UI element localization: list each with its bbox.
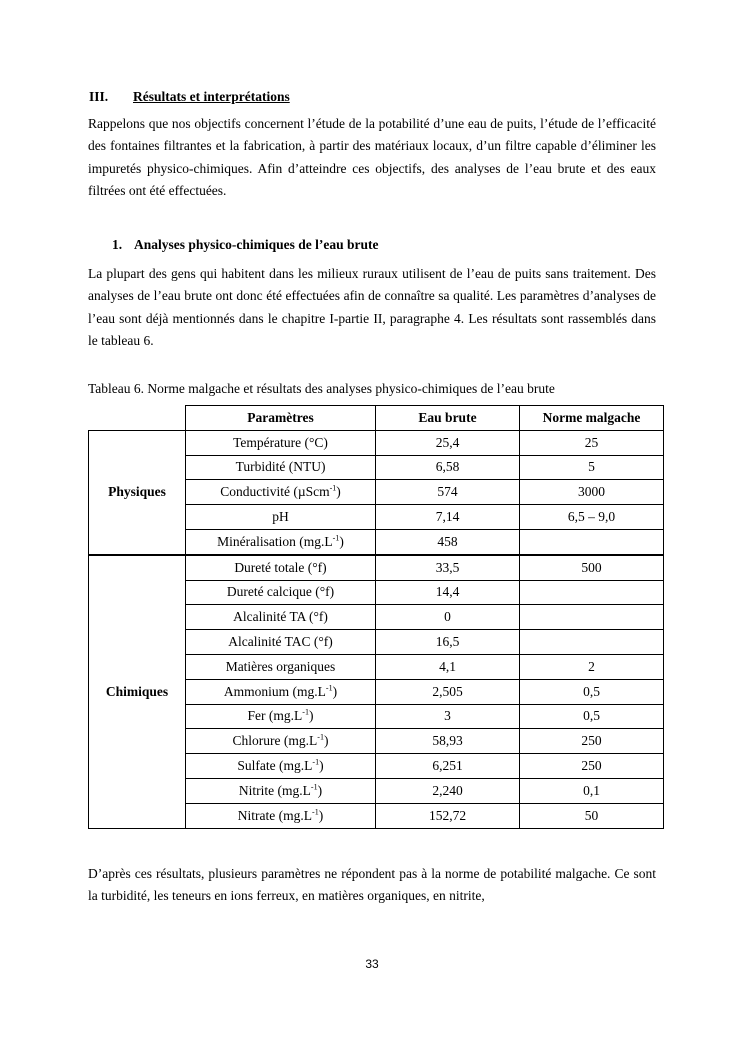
eau-brute-value: 4,1	[376, 654, 520, 679]
parameter-name: Alcalinité TAC (°f)	[228, 634, 333, 650]
parameter-name: Minéralisation (mg.L	[217, 533, 333, 549]
parameter-name: Conductivité (µScm	[220, 484, 330, 500]
eau-brute-value: 458	[376, 529, 520, 554]
norme-value	[520, 605, 664, 630]
table-body	[89, 430, 664, 828]
parameter-suffix: )	[336, 484, 341, 500]
eau-brute-value: 2,240	[376, 778, 520, 803]
subsection-heading	[112, 237, 379, 253]
norme-value: 0,5	[520, 704, 664, 729]
subsection-number: 1.	[112, 237, 123, 252]
norme-value: 6,5 – 9,0	[520, 505, 664, 530]
eau-brute-value: 2,505	[376, 679, 520, 704]
parameter-cell	[186, 480, 376, 505]
parameter-name: Sulfate (mg.L	[237, 758, 313, 774]
parameter-cell	[186, 555, 376, 580]
norme-value	[520, 630, 664, 655]
group-label: Chimiques	[89, 555, 186, 828]
results-table	[88, 405, 664, 829]
parameter-exponent: -1	[312, 807, 319, 817]
parameter-cell	[186, 704, 376, 729]
norme-value: 5	[520, 455, 664, 480]
page-number: 33	[365, 957, 379, 971]
group-label: Physiques	[89, 430, 186, 554]
parameter-exponent: -1	[332, 533, 340, 543]
parameter-suffix: )	[332, 683, 338, 699]
norme-value: 25	[520, 430, 664, 455]
norme-value	[520, 580, 664, 605]
table-corner-cell	[89, 406, 186, 431]
parameter-name: Fer (mg.L	[247, 708, 303, 724]
parameter-cell	[186, 630, 376, 655]
norme-value	[520, 529, 664, 554]
eau-brute-value: 14,4	[376, 580, 520, 605]
eau-brute-value: 0	[376, 605, 520, 630]
norme-value: 250	[520, 754, 664, 779]
parameter-cell	[186, 654, 376, 679]
subsection-paragraph: La plupart des gens qui habitent dans les milieux ruraux utilisent de l’eau de puits sans traitement. Des analyses de l’eau brute ont donc été effectuées afin de connaître sa qualité. Les paramètres d’analyses de l’eau sont déjà mentionnés dans le chapitre I-partie II, paragraphe 4. Les résultats sont rassemblés dans le tableau 6.	[88, 266, 656, 349]
parameter-exponent: -1	[329, 483, 337, 493]
table-header-row	[89, 406, 664, 431]
table-caption: Tableau 6. Norme malgache et résultats des analyses physico-chimiques de l’eau brute	[88, 381, 555, 396]
norme-value: 2	[520, 654, 664, 679]
parameter-suffix: )	[319, 758, 324, 774]
parameter-name: Dureté calcique (°f)	[226, 584, 335, 600]
parameter-name: Alcalinité TA (°f)	[233, 609, 328, 625]
eau-brute-value: 574	[376, 480, 520, 505]
eau-brute-value: 7,14	[376, 505, 520, 530]
header-eau-brute: Eau brute	[376, 406, 520, 431]
section-number: III.	[89, 89, 109, 104]
parameter-cell	[186, 679, 376, 704]
parameter-name: Chlorure (mg.L	[232, 733, 318, 749]
table-row	[89, 555, 664, 580]
norme-value: 500	[520, 555, 664, 580]
table-row	[89, 430, 664, 455]
parameter-name: Turbidité (NTU)	[235, 459, 326, 475]
parameter-cell	[186, 605, 376, 630]
parameter-cell	[186, 778, 376, 803]
header-norme-malgache: Norme malgache	[520, 406, 664, 431]
parameter-name: Nitrate (mg.L	[237, 807, 313, 823]
parameter-exponent: -1	[310, 782, 318, 792]
eau-brute-value: 16,5	[376, 630, 520, 655]
parameter-suffix: )	[323, 733, 329, 749]
parameter-cell	[186, 803, 376, 828]
eau-brute-value: 6,251	[376, 754, 520, 779]
norme-value: 250	[520, 729, 664, 754]
parameter-suffix: )	[318, 807, 324, 823]
parameter-cell	[186, 430, 376, 455]
eau-brute-value: 6,58	[376, 455, 520, 480]
parameter-cell	[186, 754, 376, 779]
parameter-cell	[186, 505, 376, 530]
parameter-exponent: -1	[302, 707, 309, 717]
parameter-cell	[186, 455, 376, 480]
parameter-exponent: -1	[325, 683, 333, 693]
parameter-exponent: -1	[317, 732, 324, 742]
parameter-name: Matières organiques	[225, 658, 336, 674]
parameter-cell	[186, 729, 376, 754]
norme-value: 3000	[520, 480, 664, 505]
eau-brute-value: 58,93	[376, 729, 520, 754]
norme-value: 0,1	[520, 778, 664, 803]
parameter-name: Nitrite (mg.L	[238, 782, 311, 798]
eau-brute-value: 3	[376, 704, 520, 729]
header-parametres: Paramètres	[186, 406, 376, 431]
eau-brute-value: 25,4	[376, 430, 520, 455]
parameter-cell	[186, 580, 376, 605]
parameter-cell	[186, 529, 376, 554]
intro-paragraph: Rappelons que nos objectifs concernent l’étude de la potabilité d’une eau de puits, l’étude de l’efficacité des fontaines filtrantes et la fabrication, à partir des matériaux locaux, d’un filtre capable d’éliminer les impuretés physico-chimiques. Afin d’atteindre ces objectifs, des analyses de l’eau brute et des eaux filtrées ont été effectuées.	[88, 116, 656, 199]
eau-brute-value: 152,72	[376, 803, 520, 828]
parameter-name: Ammonium (mg.L	[223, 683, 326, 699]
section-heading	[89, 89, 290, 105]
parameter-suffix: )	[339, 533, 344, 549]
parameter-exponent: -1	[312, 757, 320, 767]
parameter-name: Température (°C)	[233, 434, 328, 450]
parameter-name: Dureté totale (°f)	[234, 559, 327, 575]
norme-value: 50	[520, 803, 664, 828]
parameter-suffix: )	[308, 708, 314, 724]
eau-brute-value: 33,5	[376, 555, 520, 580]
parameter-suffix: )	[317, 782, 323, 798]
conclusion-paragraph: D’après ces résultats, plusieurs paramètres ne répondent pas à la norme de potabilité malgache. Ce sont la turbidité, les teneurs en ions ferreux, en matières organiques, en nitrite,	[88, 866, 656, 904]
norme-value: 0,5	[520, 679, 664, 704]
section-title: Résultats et interprétations	[133, 89, 290, 104]
subsection-title: Analyses physico-chimiques de l’eau brute	[134, 237, 379, 252]
parameter-name: pH	[272, 509, 289, 525]
